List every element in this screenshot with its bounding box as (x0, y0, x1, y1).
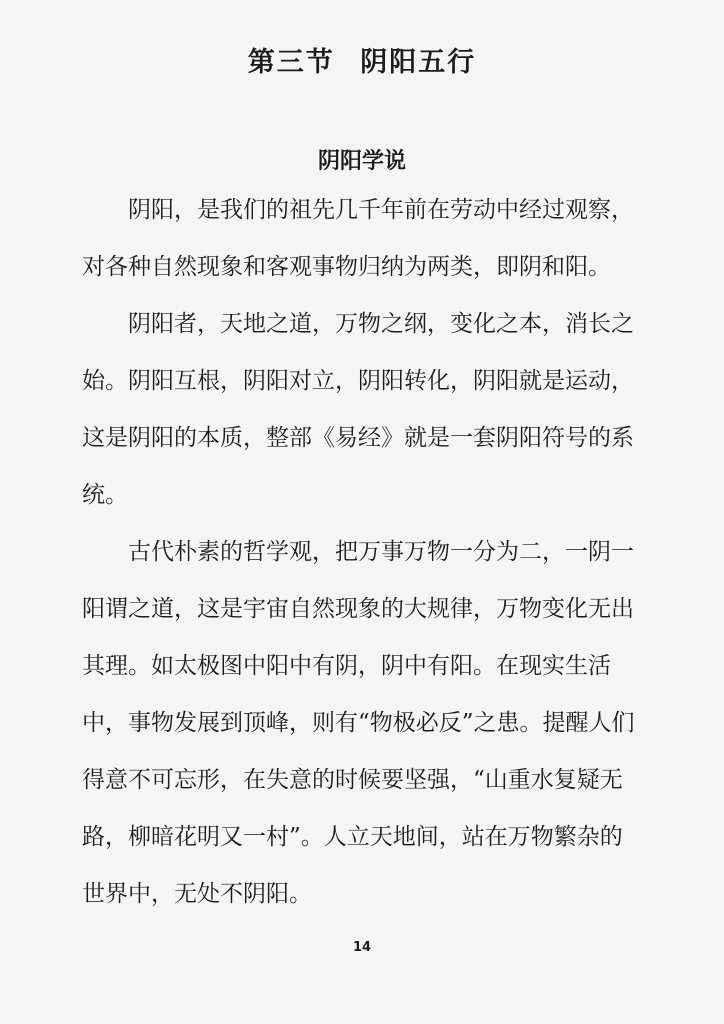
body-text (82, 182, 642, 923)
chapter-title: 第三节 阴阳五行 (247, 47, 477, 78)
section-title: 阴阳学说 (317, 149, 406, 174)
paragraph-1: 阴阳，是我们的祖先几千年前在劳动中经过观察，对各种自然现象和客观事物归纳为两类，即阴和阳。 (82, 197, 634, 280)
paragraph-2: 阴阳者，天地之道，万物之纲，变化之本，消长之始。阴阳互根，阴阳对立，阴阳转化，阴阳就是运动，这是阴阳的本质，整部《易经》就是一套阴阳符号的系统。 (82, 311, 634, 508)
page-number: 14 (352, 940, 372, 955)
paragraph-3: 古代朴素的哲学观，把万事万物一分为二，一阴一阳谓之道，这是宇宙自然现象的大规律，万物变化无出其理。如太极图中阳中有阴，阴中有阳。在现实生活中，事物发展到顶峰，则有“物极必反”之患。提醒人们得意不可忘形，在失意的时候要坚强，“山重水复疑无路，柳暗花明又一村”。人立天地间，站在万物繁杂的世界中，无处不阴阳。 (82, 539, 635, 907)
